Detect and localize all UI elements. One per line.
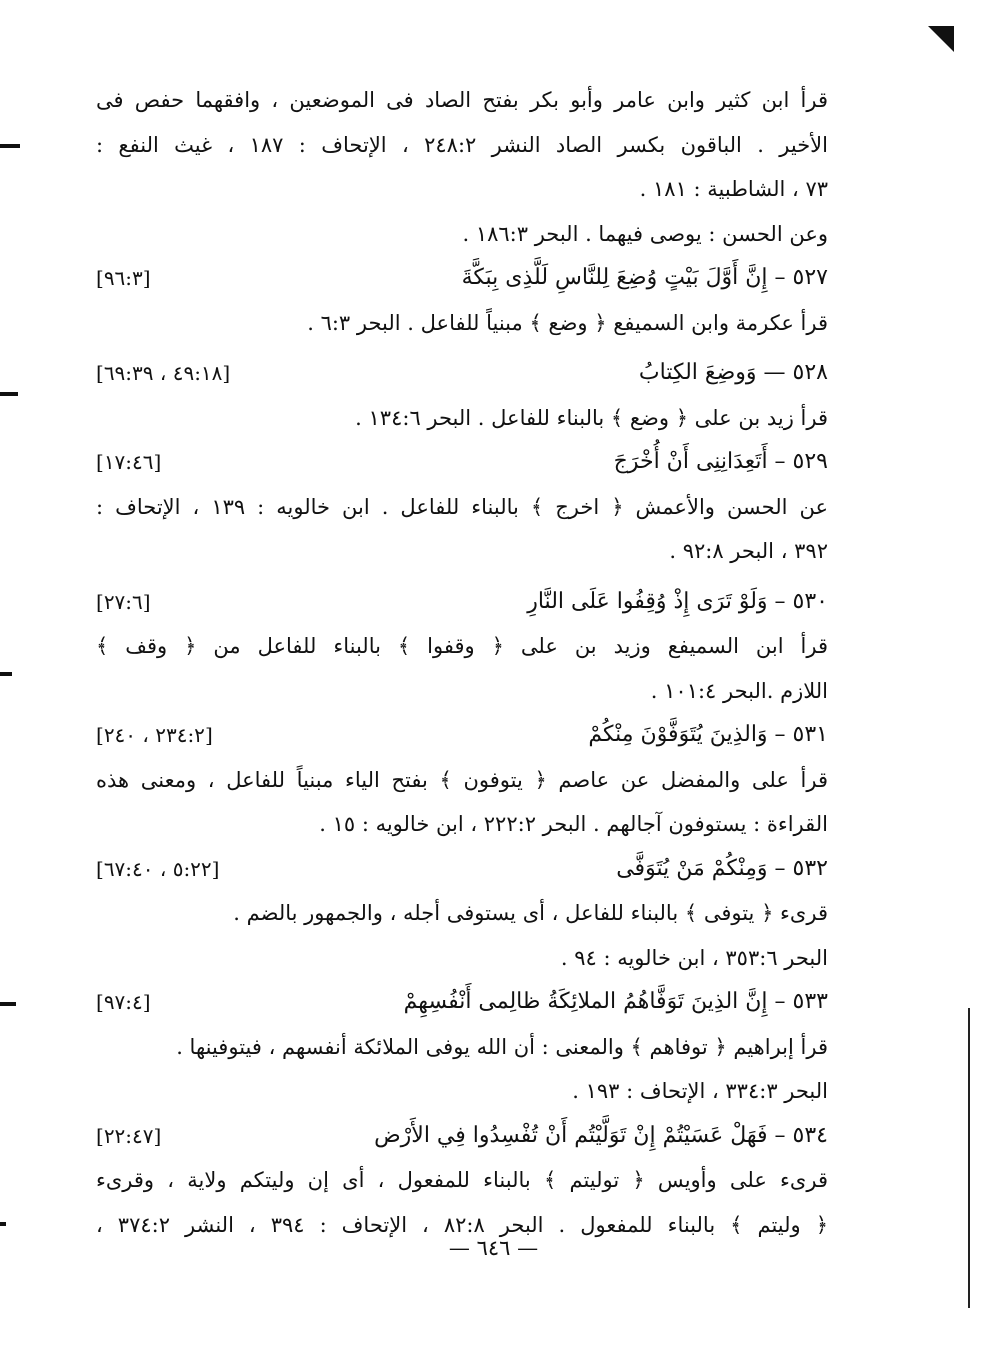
text-line: ﴿ وليتم ﴾ بالبناء للمفعول . البحر ٨٢:٨ ، الإتحاف : ٣٩٤ ، النشر ٣٧٤:٢ ، bbox=[96, 1212, 829, 1237]
text-line: وعن الحسن : يوصى فيهما . البحر ١٨٦:٣ . bbox=[462, 221, 828, 246]
text-line: ٣٩٢ ، البحر ٩٢:٨ . bbox=[669, 539, 828, 563]
corner-triangle-mark bbox=[928, 26, 954, 52]
text-line: الأخير . الباقون بكسر الصاد النشر ٢٤٨:٢ ، الإتحاف : ١٨٧ ، غيث النفع : bbox=[96, 132, 828, 157]
verse-reference: [٢٢:٤٧] bbox=[96, 1123, 162, 1148]
text-line: قرأ عكرمة وابن السميفع ﴿ وضع ﴾ مبنياً للفاعل . البحر ٦:٣ . bbox=[307, 310, 828, 335]
verse-reference: [١٧:٤٦] bbox=[96, 450, 162, 474]
text-line: اللازم .البحر ١٠١:٤ . bbox=[650, 678, 828, 703]
verse-reference: [٢٧:٦] bbox=[96, 589, 151, 614]
left-edge-mark bbox=[0, 672, 12, 676]
text-line: قرأ زيد بن على ﴿ وضع ﴾ بالبناء للفاعل . البحر ١٣٤:٦ . bbox=[355, 405, 828, 430]
verse-line bbox=[96, 847, 828, 892]
verse-reference: [٢٣٤:٢ ، ٢٤٠] bbox=[96, 723, 213, 747]
verse-line bbox=[96, 980, 828, 1025]
page-body bbox=[96, 78, 828, 1247]
text-line: قرأ ابن السميفع وزيد بن على ﴿ وقفوا ﴾ بالبناء للفاعل من ﴿ وقف ﴾ bbox=[96, 634, 828, 658]
verse-text: ٥٣٣ – إِنَّ الذِينَ تَوَفَّاهُمُ الملائِكَةُ ظالِمى أَنْفُسِهِمْ bbox=[403, 989, 828, 1014]
verse-reference: [٤٩:١٨ ، ٦٩:٣٩] bbox=[96, 361, 231, 385]
text-line: القراءة : يستوفون آجالهم . البحر ٢٢٢:٢ ، ابن خالويه : ١٥ . bbox=[319, 812, 828, 836]
left-edge-mark bbox=[0, 1222, 6, 1226]
text-line: قرىء ﴿ يتوفى ﴾ بالبناء للفاعل ، أى يستوفى أجله ، والجمهور بالضم . bbox=[233, 901, 828, 925]
right-margin-rule bbox=[968, 1008, 970, 1308]
verse-text: ٥٢٩ – أَتَعِدَانِنِى أَنْ أُخْرَجَ bbox=[613, 449, 828, 474]
verse-text: ٥٢٨ — وَوضِعَ الكِتابُ bbox=[638, 360, 828, 385]
text-line: البحر ٣٥٣:٦ ، ابن خالويه : ٩٤ . bbox=[560, 945, 828, 970]
verse-reference: [٩٦:٣] bbox=[96, 266, 151, 290]
page-number: — ٦٤٦ — bbox=[448, 1236, 539, 1260]
text-line: البحر ٣٣٤:٣ ، الإتحاف : ١٩٣ . bbox=[572, 1079, 828, 1103]
verse-text: ٥٣٠ – وَلَوْ تَرَى إِذْ وُقِفُوا عَلَى النَّارِ bbox=[527, 588, 828, 614]
left-edge-mark bbox=[0, 144, 20, 148]
text-line: عن الحسن والأعمش ﴿ اخرج ﴾ بالبناء للفاعل . ابن خالويه : ١٣٩ ، الإتحاف : bbox=[96, 494, 828, 519]
verse-text: ٥٣١ – وَالذِينَ يُتَوَفَّوْنَ مِنْكُمْ bbox=[588, 722, 828, 747]
verse-text: ٥٣٢ – وَمِنْكُمْ مَنْ يُتَوَفَّى bbox=[616, 855, 828, 881]
left-edge-mark bbox=[0, 392, 18, 396]
verse-line bbox=[96, 351, 828, 396]
text-line: قرأ على والمفضل عن عاصم ﴿ يتوفون ﴾ بفتح الياء مبنياً للفاعل ، ومعنى هذه bbox=[96, 767, 828, 792]
text-line: قرأ ابن كثير وابن عامر وأبو بكر بفتح الصاد فى الموضعين ، وافقهما حفص فى bbox=[96, 88, 828, 112]
verse-text: ٥٣٤ – فَهَلْ عَسَيْتُمْ إِنْ تَوَلَّيْتُم أَنْ تُفْسِدُوا فِي الأَرْض bbox=[374, 1122, 828, 1148]
verse-reference: [٩٧:٤] bbox=[96, 990, 151, 1014]
verse-text: ٥٢٧ – إِنَّ أَوَّلَ بَيْتٍ وُضِعَ لِلنَّاسِ لَلَّذِى بِبَكَّةَ bbox=[461, 265, 828, 290]
verse-line bbox=[96, 1114, 828, 1159]
verse-line bbox=[96, 440, 828, 485]
text-line: قرأ إبراهيم ﴿ توفاهم ﴾ والمعنى : أن الله يوفى الملائكة أنفسهم ، فيتوفينها . bbox=[176, 1034, 828, 1059]
verse-line bbox=[96, 256, 828, 301]
text-line: ٧٣ ، الشاطبية : ١٨١ . bbox=[639, 177, 828, 201]
verse-line bbox=[96, 580, 828, 625]
verse-line bbox=[96, 713, 828, 758]
text-line: قرىء على وأويس ﴿ توليتم ﴾ بالبناء للمفعول ، أى إن وليتكم ولاية ، وقرىء bbox=[96, 1168, 828, 1192]
verse-reference: [٥:٢٢ ، ٦٧:٤٠] bbox=[96, 856, 220, 881]
left-edge-mark bbox=[0, 1002, 16, 1006]
